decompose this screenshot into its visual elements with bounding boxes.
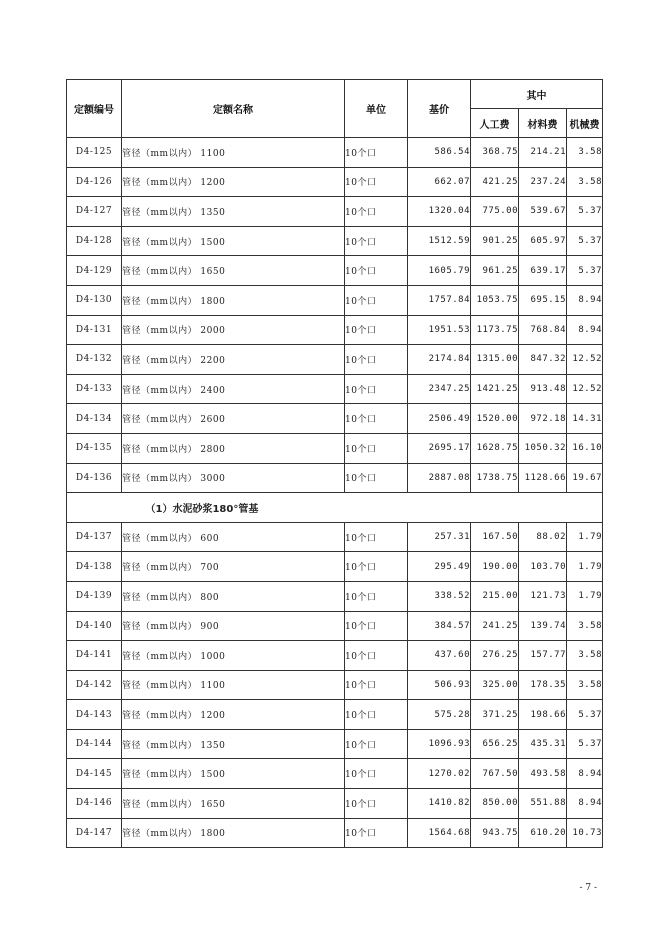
table-row xyxy=(67,197,603,227)
cell-code: D4-132 xyxy=(67,345,122,375)
cell-code: D4-136 xyxy=(67,463,122,493)
cell-name: 管径（mm以内） 1800 xyxy=(122,818,345,848)
header-name: 定额名称 xyxy=(122,80,345,138)
table-row xyxy=(67,256,603,286)
table-row xyxy=(67,433,603,463)
cell-unit: 10个口 xyxy=(345,552,408,582)
cell-material: 539.67 xyxy=(519,197,567,227)
cell-code: D4-146 xyxy=(67,789,122,819)
cell-material: 913.48 xyxy=(519,374,567,404)
cell-name: 管径（mm以内） 1100 xyxy=(122,670,345,700)
cell-unit: 10个口 xyxy=(345,167,408,197)
cell-unit: 10个口 xyxy=(345,522,408,552)
cell-name: 管径（mm以内） 1800 xyxy=(122,285,345,315)
table-row xyxy=(67,315,603,345)
cell-labor: 1173.75 xyxy=(471,315,519,345)
table-row xyxy=(67,789,603,819)
cell-labor: 190.00 xyxy=(471,552,519,582)
cell-unit: 10个口 xyxy=(345,818,408,848)
cell-code: D4-130 xyxy=(67,285,122,315)
cell-name: 管径（mm以内） 1650 xyxy=(122,256,345,286)
cell-name: 管径（mm以内） 1200 xyxy=(122,700,345,730)
table-row xyxy=(67,285,603,315)
header-unit: 单位 xyxy=(345,80,408,138)
table-row xyxy=(67,404,603,434)
cell-labor: 276.25 xyxy=(471,641,519,671)
header-code: 定额编号 xyxy=(67,80,122,138)
cell-unit: 10个口 xyxy=(345,256,408,286)
quota-table xyxy=(66,79,603,848)
cell-labor: 241.25 xyxy=(471,611,519,641)
cell-code: D4-143 xyxy=(67,700,122,730)
cell-code: D4-137 xyxy=(67,522,122,552)
cell-labor: 850.00 xyxy=(471,789,519,819)
cell-labor: 1421.25 xyxy=(471,374,519,404)
cell-machine: 3.58 xyxy=(567,138,603,168)
cell-machine: 5.37 xyxy=(567,226,603,256)
cell-name: 管径（mm以内） 2200 xyxy=(122,345,345,375)
cell-machine: 14.31 xyxy=(567,404,603,434)
cell-material: 178.35 xyxy=(519,670,567,700)
table-body-b xyxy=(67,522,603,848)
table-row xyxy=(67,226,603,256)
table-row xyxy=(67,581,603,611)
table-row xyxy=(67,729,603,759)
cell-machine: 8.94 xyxy=(567,759,603,789)
table-row xyxy=(67,463,603,493)
cell-code: D4-129 xyxy=(67,256,122,286)
cell-labor: 368.75 xyxy=(471,138,519,168)
cell-labor: 943.75 xyxy=(471,818,519,848)
cell-base-price: 1512.59 xyxy=(408,226,471,256)
cell-base-price: 586.54 xyxy=(408,138,471,168)
cell-unit: 10个口 xyxy=(345,789,408,819)
cell-labor: 1315.00 xyxy=(471,345,519,375)
table-row xyxy=(67,552,603,582)
cell-base-price: 1096.93 xyxy=(408,729,471,759)
cell-base-price: 295.49 xyxy=(408,552,471,582)
cell-material: 605.97 xyxy=(519,226,567,256)
cell-name: 管径（mm以内） 700 xyxy=(122,552,345,582)
cell-labor: 167.50 xyxy=(471,522,519,552)
table-row xyxy=(67,818,603,848)
cell-material: 237.24 xyxy=(519,167,567,197)
cell-base-price: 506.93 xyxy=(408,670,471,700)
cell-base-price: 2506.49 xyxy=(408,404,471,434)
cell-machine: 3.58 xyxy=(567,641,603,671)
table-row xyxy=(67,641,603,671)
cell-name: 管径（mm以内） 1500 xyxy=(122,226,345,256)
cell-material: 121.73 xyxy=(519,581,567,611)
cell-material: 493.58 xyxy=(519,759,567,789)
cell-machine: 5.37 xyxy=(567,256,603,286)
cell-name: 管径（mm以内） 1650 xyxy=(122,789,345,819)
cell-material: 768.84 xyxy=(519,315,567,345)
cell-code: D4-147 xyxy=(67,818,122,848)
cell-base-price: 2347.25 xyxy=(408,374,471,404)
cell-unit: 10个口 xyxy=(345,641,408,671)
cell-labor: 767.50 xyxy=(471,759,519,789)
cell-material: 610.20 xyxy=(519,818,567,848)
cell-machine: 19.67 xyxy=(567,463,603,493)
cell-base-price: 1270.02 xyxy=(408,759,471,789)
cell-labor: 215.00 xyxy=(471,581,519,611)
cell-material: 157.77 xyxy=(519,641,567,671)
cell-unit: 10个口 xyxy=(345,581,408,611)
cell-labor: 1628.75 xyxy=(471,433,519,463)
cell-code: D4-140 xyxy=(67,611,122,641)
cell-base-price: 1605.79 xyxy=(408,256,471,286)
cell-unit: 10个口 xyxy=(345,374,408,404)
table-row xyxy=(67,700,603,730)
cell-base-price: 338.52 xyxy=(408,581,471,611)
cell-code: D4-134 xyxy=(67,404,122,434)
header-labor: 人工费 xyxy=(471,109,519,138)
cell-material: 1128.66 xyxy=(519,463,567,493)
cell-code: D4-128 xyxy=(67,226,122,256)
cell-code: D4-133 xyxy=(67,374,122,404)
cell-labor: 1053.75 xyxy=(471,285,519,315)
cell-material: 551.88 xyxy=(519,789,567,819)
cell-material: 639.17 xyxy=(519,256,567,286)
cell-material: 88.02 xyxy=(519,522,567,552)
cell-name: 管径（mm以内） 2600 xyxy=(122,404,345,434)
cell-machine: 8.94 xyxy=(567,789,603,819)
cell-name: 管径（mm以内） 2800 xyxy=(122,433,345,463)
cell-material: 435.31 xyxy=(519,729,567,759)
cell-unit: 10个口 xyxy=(345,433,408,463)
cell-code: D4-131 xyxy=(67,315,122,345)
table-row xyxy=(67,138,603,168)
table-body-a xyxy=(67,138,603,493)
cell-code: D4-139 xyxy=(67,581,122,611)
cell-name: 管径（mm以内） 1200 xyxy=(122,167,345,197)
cell-labor: 1520.00 xyxy=(471,404,519,434)
cell-unit: 10个口 xyxy=(345,315,408,345)
header-machine: 机械费 xyxy=(567,109,603,138)
cell-code: D4-142 xyxy=(67,670,122,700)
cell-material: 214.21 xyxy=(519,138,567,168)
cell-name: 管径（mm以内） 1350 xyxy=(122,197,345,227)
cell-base-price: 257.31 xyxy=(408,522,471,552)
cell-base-price: 384.57 xyxy=(408,611,471,641)
cell-machine: 1.79 xyxy=(567,522,603,552)
cell-material: 695.15 xyxy=(519,285,567,315)
table-row xyxy=(67,522,603,552)
cell-name: 管径（mm以内） 3000 xyxy=(122,463,345,493)
cell-name: 管径（mm以内） 2400 xyxy=(122,374,345,404)
cell-code: D4-138 xyxy=(67,552,122,582)
cell-machine: 1.79 xyxy=(567,581,603,611)
cell-base-price: 1410.82 xyxy=(408,789,471,819)
cell-name: 管径（mm以内） 600 xyxy=(122,522,345,552)
cell-code: D4-126 xyxy=(67,167,122,197)
cell-machine: 3.58 xyxy=(567,611,603,641)
cell-machine: 10.73 xyxy=(567,818,603,848)
cell-material: 847.32 xyxy=(519,345,567,375)
cell-labor: 961.25 xyxy=(471,256,519,286)
cell-machine: 12.52 xyxy=(567,345,603,375)
cell-base-price: 1564.68 xyxy=(408,818,471,848)
cell-material: 1050.32 xyxy=(519,433,567,463)
cell-base-price: 1951.53 xyxy=(408,315,471,345)
cell-code: D4-127 xyxy=(67,197,122,227)
cell-code: D4-135 xyxy=(67,433,122,463)
cell-code: D4-125 xyxy=(67,138,122,168)
cell-machine: 5.37 xyxy=(567,197,603,227)
section-spacer xyxy=(67,493,122,523)
cell-labor: 901.25 xyxy=(471,226,519,256)
cell-base-price: 662.07 xyxy=(408,167,471,197)
cell-material: 198.66 xyxy=(519,700,567,730)
cell-labor: 371.25 xyxy=(471,700,519,730)
table-row xyxy=(67,374,603,404)
cell-machine: 3.58 xyxy=(567,167,603,197)
cell-unit: 10个口 xyxy=(345,759,408,789)
cell-unit: 10个口 xyxy=(345,197,408,227)
cell-base-price: 575.28 xyxy=(408,700,471,730)
cell-base-price: 1757.84 xyxy=(408,285,471,315)
page-number: - 7 - xyxy=(579,883,597,893)
cell-code: D4-145 xyxy=(67,759,122,789)
section-title: （1）水泥砂浆180°管基 xyxy=(122,493,603,523)
cell-name: 管径（mm以内） 800 xyxy=(122,581,345,611)
cell-machine: 8.94 xyxy=(567,315,603,345)
cell-material: 139.74 xyxy=(519,611,567,641)
cell-unit: 10个口 xyxy=(345,226,408,256)
cell-unit: 10个口 xyxy=(345,138,408,168)
cell-unit: 10个口 xyxy=(345,700,408,730)
cell-unit: 10个口 xyxy=(345,611,408,641)
table-row xyxy=(67,759,603,789)
cell-material: 972.18 xyxy=(519,404,567,434)
cell-labor: 1738.75 xyxy=(471,463,519,493)
cell-name: 管径（mm以内） 900 xyxy=(122,611,345,641)
cell-labor: 775.00 xyxy=(471,197,519,227)
header-among: 其中 xyxy=(471,80,603,109)
table-row xyxy=(67,167,603,197)
cell-base-price: 437.60 xyxy=(408,641,471,671)
header-material: 材料费 xyxy=(519,109,567,138)
cell-unit: 10个口 xyxy=(345,729,408,759)
cell-unit: 10个口 xyxy=(345,463,408,493)
cell-unit: 10个口 xyxy=(345,670,408,700)
cell-unit: 10个口 xyxy=(345,285,408,315)
cell-labor: 656.25 xyxy=(471,729,519,759)
table-row xyxy=(67,345,603,375)
cell-machine: 12.52 xyxy=(567,374,603,404)
cell-labor: 421.25 xyxy=(471,167,519,197)
cell-labor: 325.00 xyxy=(471,670,519,700)
cell-base-price: 2695.17 xyxy=(408,433,471,463)
cell-unit: 10个口 xyxy=(345,345,408,375)
table-row xyxy=(67,611,603,641)
cell-base-price: 2887.08 xyxy=(408,463,471,493)
cell-material: 103.70 xyxy=(519,552,567,582)
cell-code: D4-141 xyxy=(67,641,122,671)
cell-machine: 5.37 xyxy=(567,729,603,759)
cell-machine: 3.58 xyxy=(567,670,603,700)
cell-machine: 1.79 xyxy=(567,552,603,582)
cell-name: 管径（mm以内） 1350 xyxy=(122,729,345,759)
cell-base-price: 2174.84 xyxy=(408,345,471,375)
cell-code: D4-144 xyxy=(67,729,122,759)
cell-base-price: 1320.04 xyxy=(408,197,471,227)
header-base-price: 基价 xyxy=(408,80,471,138)
cell-machine: 16.10 xyxy=(567,433,603,463)
table-row xyxy=(67,670,603,700)
cell-name: 管径（mm以内） 2000 xyxy=(122,315,345,345)
cell-name: 管径（mm以内） 1500 xyxy=(122,759,345,789)
cell-unit: 10个口 xyxy=(345,404,408,434)
cell-name: 管径（mm以内） 1000 xyxy=(122,641,345,671)
section-row xyxy=(67,493,603,523)
cell-machine: 5.37 xyxy=(567,700,603,730)
cell-name: 管径（mm以内） 1100 xyxy=(122,138,345,168)
cell-machine: 8.94 xyxy=(567,285,603,315)
